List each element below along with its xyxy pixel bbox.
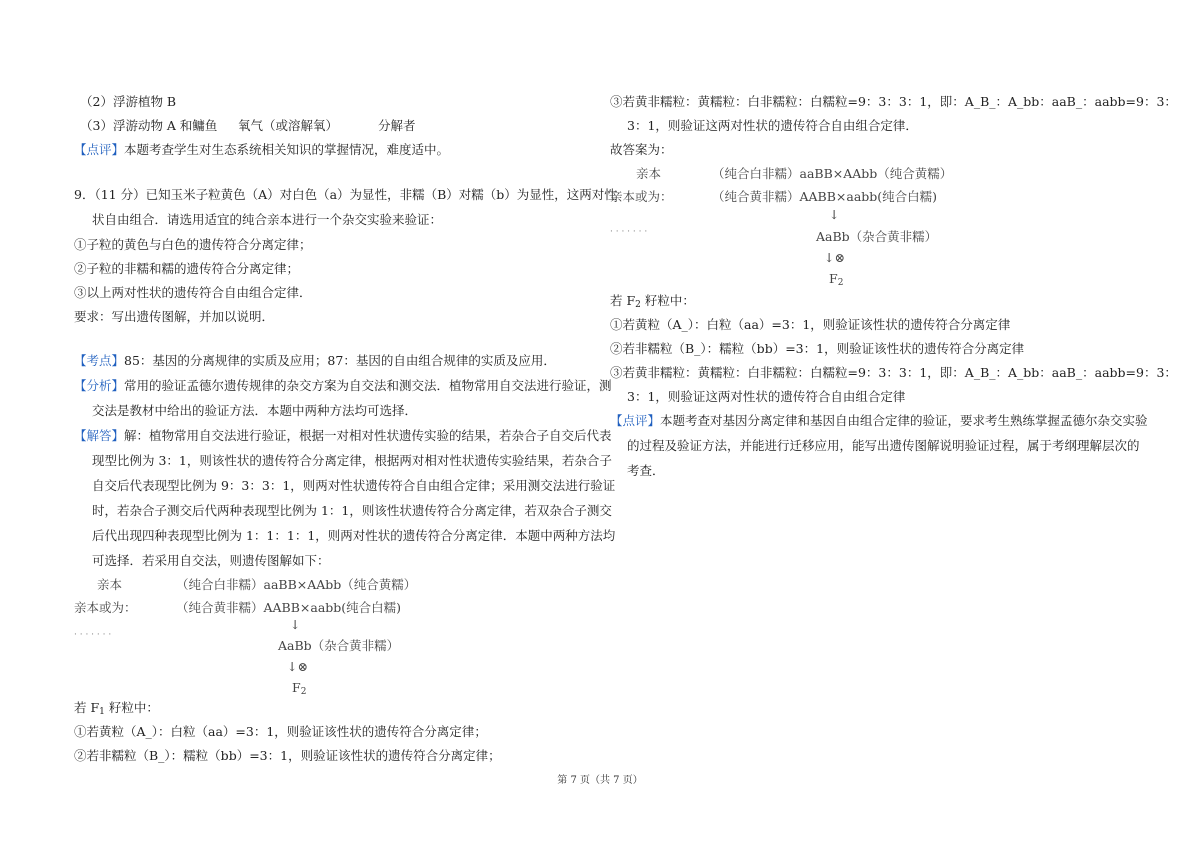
question-line: 要求：写出遗传图解，并加以说明． — [74, 309, 275, 324]
answer-line: （2）浮游植物 B — [80, 94, 177, 109]
jieda-line: 可选择．若采用自交法，则遗传图解如下： — [92, 553, 330, 568]
result-line: ②若非糯粒（B_）：糯粒（bb）=3：1，则验证该性状的遗传符合分离定律； — [74, 748, 501, 763]
diagram-parent-label: 亲本 — [97, 577, 123, 592]
question-line: ②子粒的非糯和糯的遗传符合分离定律； — [74, 261, 300, 276]
comment-line — [74, 142, 449, 158]
result-line: ②若非糯粒（B_）：糯粒（bb）=3：1，则验证该性状的遗传符合分离定律 — [610, 341, 1025, 356]
jieda-line: 时，若杂合子测交后代两种表现型比例为 1：1，则该性状遗传符合分离定律，若双杂合子测交 — [92, 503, 612, 518]
self-cross-icon: ↓⊗ — [824, 250, 845, 265]
kaodian-line — [74, 353, 556, 369]
down-arrow-icon: ↓ — [829, 207, 840, 222]
result-suffix: 籽粒中： — [104, 700, 159, 715]
question-line: ①子粒的黄色与白色的遗传符合分离定律； — [74, 237, 312, 252]
dianping-line — [610, 413, 1148, 429]
result-line — [74, 700, 159, 720]
jieda-line — [74, 428, 612, 444]
dianping-tag: 【点评】 — [610, 413, 661, 428]
diagram-cross-alt: （纯合黄非糯）AABB×aabb(纯合白糯) — [712, 189, 938, 204]
question-line: 状自由组合．请选用适宜的纯合亲本进行一个杂交实验来验证： — [92, 212, 443, 227]
comment-tag: 【点评】 — [74, 142, 125, 157]
diagram-cross: （纯合白非糯）aaBB×AAbb（纯合黄糯） — [176, 577, 417, 592]
result-line: ①若黄粒（A_）：白粒（aa）=3：1，则验证该性状的遗传符合分离定律； — [74, 724, 487, 739]
diagram-cross-alt: （纯合黄非糯）AABB×aabb(纯合白糯) — [176, 600, 402, 615]
jieda-tag: 【解答】 — [74, 428, 125, 443]
result-line: ③若黄非糯粒：黄糯粒：白非糯粒：白糯粒=9：3：3：1，即：A_B_：A_bb：aaB_：aabb=9：3： — [610, 365, 1177, 380]
kaodian-tag: 【考点】 — [74, 353, 125, 368]
answer-line: 氧气（或溶解氧） — [238, 118, 339, 133]
answer-line: 分解者 — [378, 118, 416, 133]
diagram-f2 — [829, 271, 843, 291]
diagram-f2 — [292, 680, 306, 700]
result-suffix: 籽粒中： — [640, 293, 695, 308]
result-line: 3：1，则验证这两对性状的遗传符合自由组合定律 — [627, 389, 906, 404]
jieda-text: 解：植物常用自交法进行验证，根据一对相对性状遗传实验的结果，若杂合子自交后代表 — [124, 428, 612, 443]
result-sub: 1 — [99, 707, 105, 717]
diagram-parent-label: 亲本 — [636, 166, 662, 181]
fenxi-line — [74, 378, 612, 394]
diagram-parent-alt-label: 亲本或为： — [74, 600, 137, 615]
fenxi-line: 交法是教材中给出的验证方法．本题中两种方法均可选择． — [92, 403, 418, 418]
f2-sub: 2 — [837, 278, 844, 288]
diagram-f1: AaBb（杂合黄非糯） — [278, 638, 400, 653]
result-sub: 2 — [635, 300, 641, 310]
diagram-dots: · · · · · · · — [74, 630, 112, 640]
f2-sub: 2 — [300, 687, 307, 697]
answer-line: 故答案为： — [610, 142, 673, 157]
result-prefix: 若 F — [610, 293, 636, 308]
result-line — [610, 293, 695, 313]
fenxi-text: 常用的验证孟德尔遗传规律的杂交方案为自交法和测交法．植物常用自交法进行验证，测 — [124, 378, 612, 393]
jieda-line: 自交后代表现型比例为 9：3：3：1，则两对性状遗传符合自由组合定律；采用测交法进行验证 — [92, 478, 616, 493]
fenxi-tag: 【分析】 — [74, 378, 125, 393]
down-arrow-icon: ↓ — [290, 617, 301, 632]
page-footer: 第 7 页（共 7 页） — [557, 775, 643, 786]
result-prefix: 若 F — [74, 700, 100, 715]
diagram-f1: AaBb（杂合黄非糯） — [816, 229, 938, 244]
f2-label: F — [829, 271, 838, 286]
result-line: ①若黄粒（A_）：白粒（aa）=3：1，则验证该性状的遗传符合分离定律 — [610, 317, 1011, 332]
dianping-text: 本题考查对基因分离定律和基因自由组合定律的验证，要求考生熟练掌握孟德尔杂交实验 — [660, 413, 1148, 428]
question-line: 9．（11 分）已知玉米子粒黄色（A）对白色（a）为显性，非糯（B）对糯（b）为显性，这两对性 — [74, 187, 617, 202]
diagram-parent-alt-label: 亲本或为： — [610, 189, 673, 204]
jieda-line: 后代出现四种表现型比例为 1：1：1：1，则两对性状的遗传符合分离定律．本题中两种方法均 — [92, 528, 616, 543]
dianping-line: 考查． — [627, 463, 665, 478]
answer-line: 3：1，则验证这两对性状的遗传符合自由组合定律． — [627, 118, 918, 133]
self-cross-icon: ↓⊗ — [287, 659, 308, 674]
comment-text: 本题考查学生对生态系统相关知识的掌握情况，难度适中。 — [124, 142, 450, 157]
diagram-cross: （纯合白非糯）aaBB×AAbb（纯合黄糯） — [712, 166, 953, 181]
question-line: ③以上两对性状的遗传符合自由组合定律． — [74, 285, 312, 300]
kaodian-text: 85：基因的分离规律的实质及应用；87：基因的自由组合规律的实质及应用． — [124, 353, 556, 368]
diagram-dots: · · · · · · · — [610, 227, 648, 237]
answer-line: （3）浮游动物 A 和鳙鱼 — [80, 118, 218, 133]
dianping-line: 的过程及验证方法，并能进行迁移应用，能写出遗传图解说明验证过程，属于考纲理解层次的 — [627, 438, 1140, 453]
answer-line: ③若黄非糯粒：黄糯粒：白非糯粒：白糯粒=9：3：3：1，即：A_B_：A_bb：aaB_：aabb=9：3： — [610, 94, 1177, 109]
f2-label: F — [292, 680, 301, 695]
jieda-line: 现型比例为 3：1，则该性状的遗传符合分离定律，根据两对相对性状遗传实验结果，若杂合子 — [92, 453, 612, 468]
